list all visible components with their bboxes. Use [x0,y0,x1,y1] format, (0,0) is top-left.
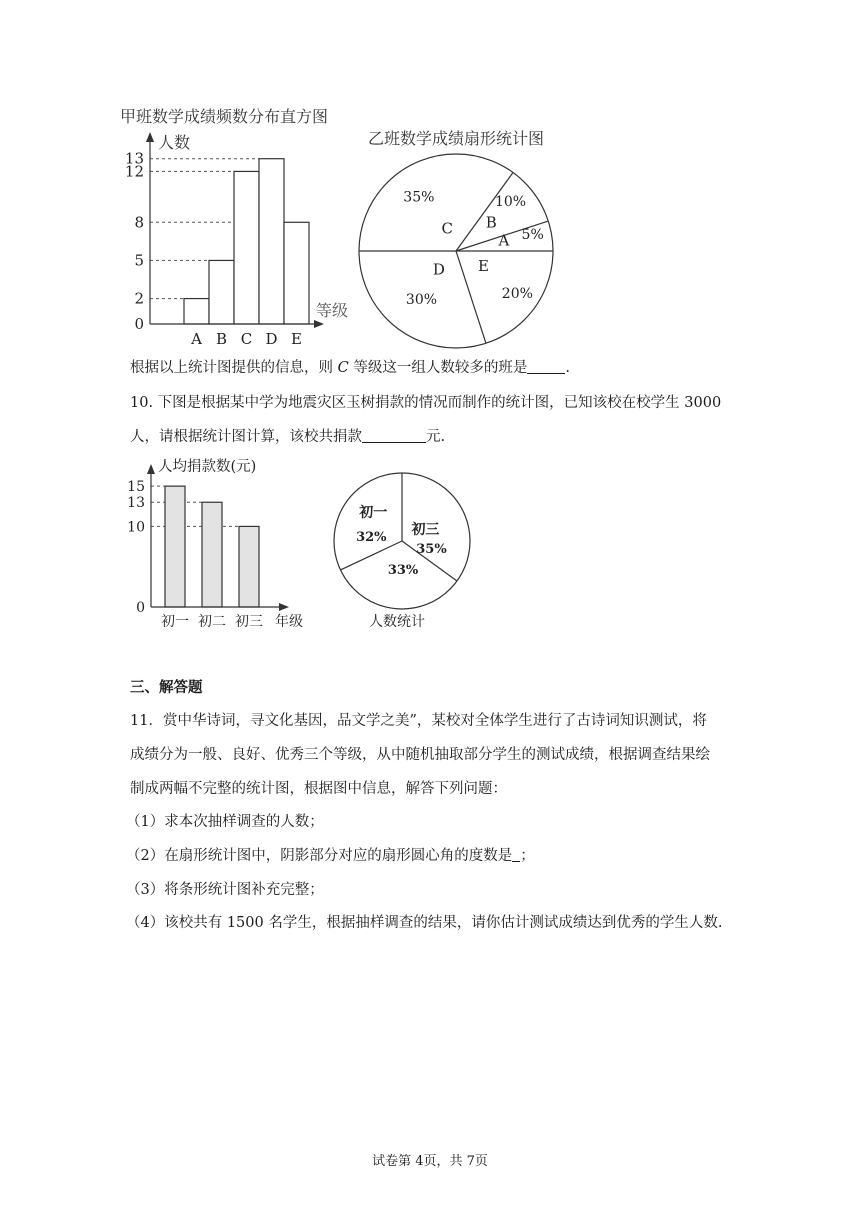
slice-percent: 10% [494,193,527,210]
y-axis-label: 人数 [158,133,191,152]
bar-初二 [202,502,222,607]
y-tick-labels [125,150,144,333]
section-heading: 三、解答题 [130,679,203,696]
population-pie-chart [325,472,485,638]
y-tick-label: 13 [124,149,144,168]
x-tick-label: A [191,330,202,348]
bar-初三 [239,526,259,607]
q11-line-2: 成绩分为一般、良好、优秀三个等级，从中随机抽取部分学生的测试成绩，根据调查结果绘 [130,747,710,763]
bar-E [284,222,309,324]
bar-guides [151,486,239,526]
slice-label-C: C [441,219,453,238]
slice-percent: 30% [405,292,438,309]
histogram-bars [184,159,309,324]
slice-percent: 35% [416,541,447,557]
x-tick-label: E [291,330,302,348]
q10-line-1: 10. 下图是根据某中学为地震灾区玉树捐款的情况而制作的统计图，已知该校在校学生 3000 [130,395,722,411]
x-tick-label: D [265,330,278,348]
y-tick-label: 15 [127,479,145,496]
slice-label-D: D [432,260,445,279]
donation-bar-chart [125,455,315,635]
pie-class-yi [352,118,572,350]
bar-bars [165,486,259,607]
slice-label-A: A [498,231,510,250]
q9-question-tail: 根据以上统计图提供的信息，则 C 等级这一组人数较多的班是 . [130,360,570,376]
x-tick-labels [161,614,263,630]
bar-C [234,171,259,324]
x-tick-label: 初二 [198,614,226,630]
q11-part-1: （1）求本次抽样调查的人数； [126,814,324,830]
x-axis-label: 等级 [316,301,349,320]
y-tick-label: 8 [134,213,144,232]
y-tick-labels [127,479,145,616]
pie-title: 乙班数学成绩扇形统计图 [368,129,545,148]
x-axis-arrow [314,320,324,328]
answer-blank [362,428,426,443]
slice-percent: 35% [403,189,435,206]
slice-percent: 20% [501,285,533,302]
bar-B [209,260,234,324]
y-tick-label: 10 [127,519,145,536]
y-tick-label: 0 [134,315,144,333]
y-axis-label: 人均捐款数(元) [158,459,257,475]
slice-label-B: B [485,213,497,232]
histogram-title: 甲班数学成绩频数分布直方图 [120,107,329,126]
x-axis-label: 年级 [275,614,303,630]
q11-part-2: （2）在扇形统计图中，阴影部分对应的扇形圆心角的度数是 ； [126,848,535,864]
bar-D [259,159,284,324]
slice-percent: 32% [356,529,387,545]
slice-label-E: E [477,256,489,275]
q11-line-1: 11．赏中华诗词，寻文化基因，品文学之美”，某校对全体学生进行了古诗词知识测试，将 [130,713,707,729]
q11-part-3: （3）将条形统计图补充完整； [126,882,324,898]
y-axis-arrow [146,132,154,142]
x-tick-label: 初一 [161,614,189,630]
y-axis-arrow [147,464,155,474]
slice-label-初三: 初三 [411,522,440,539]
y-tick-label: 2 [134,289,144,308]
x-axis-arrow [279,603,289,611]
x-tick-label: C [240,330,253,348]
y-tick-label: 12 [124,162,144,181]
histogram-class-jia [120,98,360,348]
x-tick-labels [190,330,302,348]
bar-A [184,299,209,324]
slice-percent: 5% [521,226,544,243]
answer-blank [527,359,565,374]
y-tick-label: 13 [127,495,145,512]
x-tick-label: 初三 [235,614,263,630]
q11-line-3: 制成两幅不完整的统计图，根据图中信息，解答下列问题： [130,781,507,797]
bar-初一 [165,486,185,607]
q10-line-2: 人，请根据统计图计算，该校共捐款 元. [130,429,446,445]
x-tick-label: B [215,330,228,348]
y-tick-label: 0 [136,600,145,616]
pie-title: 人数统计 [369,614,425,630]
slice-percent: 33% [387,563,419,579]
page-footer: 试卷第 4页，共 7页 [372,1154,488,1169]
q11-part-4: （4）该校共有 1500 名学生，根据抽样调查的结果，请你估计测试成绩达到优秀的学生人数. [126,915,723,931]
slice-label-初一: 初一 [359,504,388,521]
y-tick-label: 5 [134,251,144,270]
